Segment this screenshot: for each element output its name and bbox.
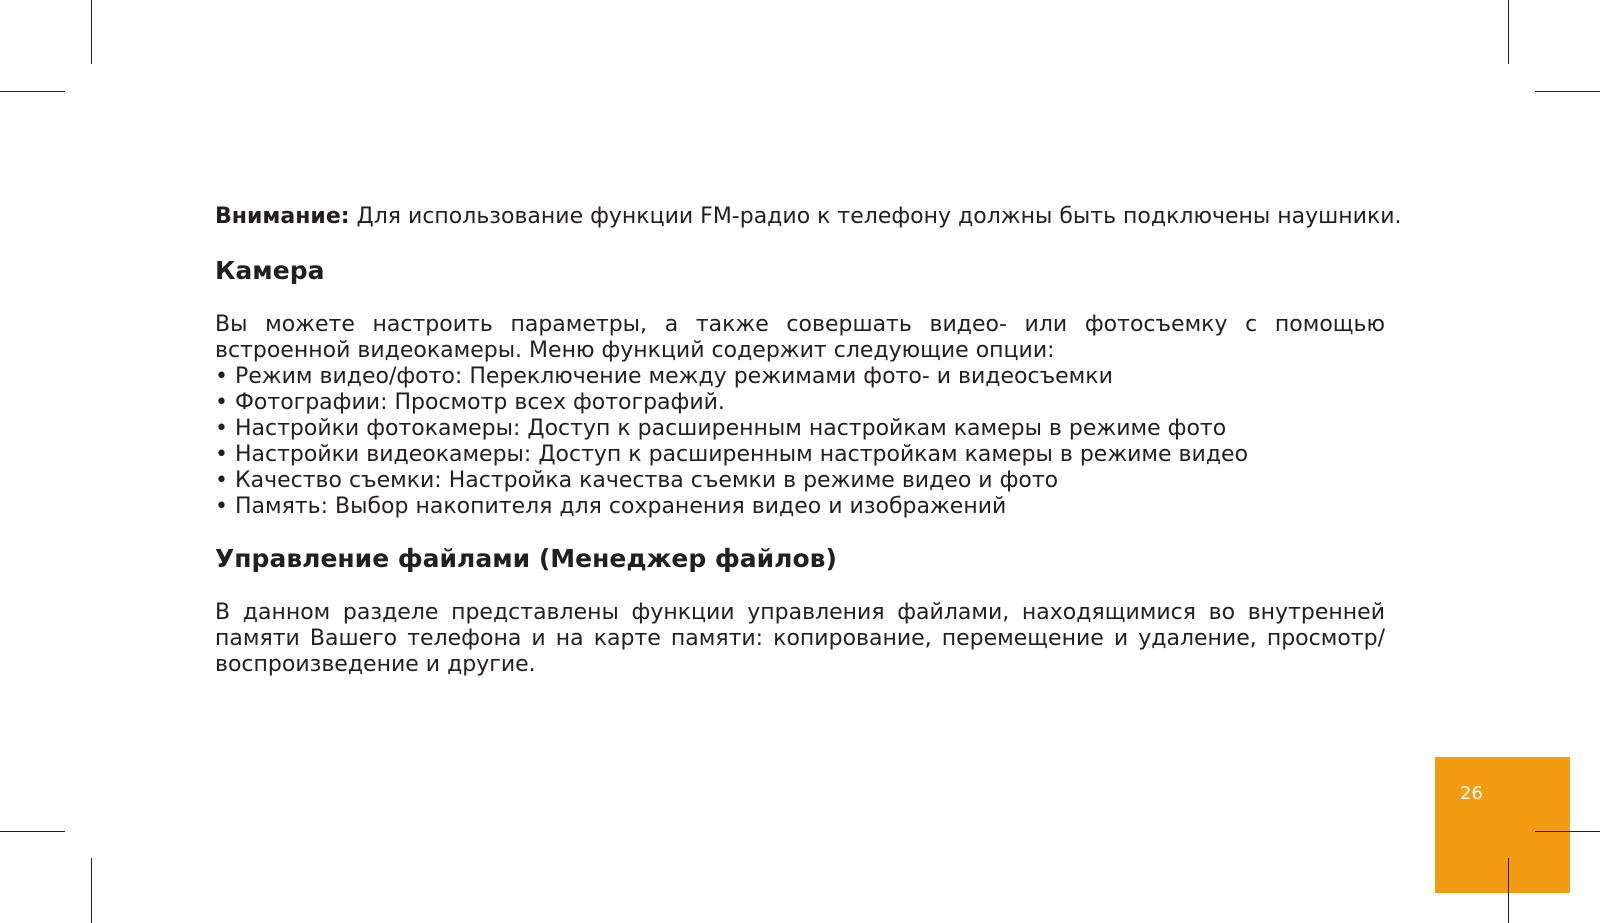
crop-mark-top-right-horizontal (1535, 91, 1600, 92)
list-item: • Режим видео/фото: Переключение между режимами фото- и видеосъемки (215, 364, 1385, 390)
page-number: 26 (1460, 783, 1483, 804)
list-item: • Память: Выбор накопителя для сохранения видео и изображений (215, 494, 1385, 520)
crop-mark-top-left-vertical (91, 0, 92, 64)
file-manager-heading: Управление файлами (Менеджер файлов) (215, 544, 837, 573)
crop-mark-bottom-right-horizontal (1535, 831, 1600, 832)
warning-note (215, 204, 1402, 230)
file-manager-text: В данном разделе представлены функции управления файлами, находящимися во внутренней памяти Вашего телефона и на карте памяти: копирование, перемещение и удаление, просмотр/воспроизведение и другие. (215, 600, 1385, 677)
camera-intro: Вы можете настроить параметры, а также совершать видео- или фотосъемку с помощью встроенной видеокамеры. Меню функций содержит следующие опции: (215, 312, 1385, 363)
list-item: • Качество съемки: Настройка качества съемки в режиме видео и фото (215, 468, 1385, 494)
list-item: • Настройки видеокамеры: Доступ к расширенным настройкам камеры в режиме видео (215, 442, 1385, 468)
page-content (215, 204, 1402, 678)
warning-text: Для использование функции FM-радио к телефону должны быть подключены наушники. (349, 204, 1402, 229)
list-item: • Фотографии: Просмотр всех фотографий. (215, 390, 1385, 416)
crop-mark-top-left-horizontal (0, 91, 65, 92)
crop-mark-bottom-right-vertical (1508, 858, 1509, 923)
warning-label: Внимание: (215, 204, 350, 229)
crop-mark-bottom-left-horizontal (0, 831, 65, 832)
list-item: • Настройки фотокамеры: Доступ к расширенным настройкам камеры в режиме фото (215, 416, 1385, 442)
page-number-box (1435, 757, 1570, 893)
camera-heading: Камера (215, 256, 325, 285)
crop-mark-bottom-left-vertical (91, 858, 92, 923)
crop-mark-top-right-vertical (1508, 0, 1509, 64)
camera-options-list (215, 364, 1385, 520)
